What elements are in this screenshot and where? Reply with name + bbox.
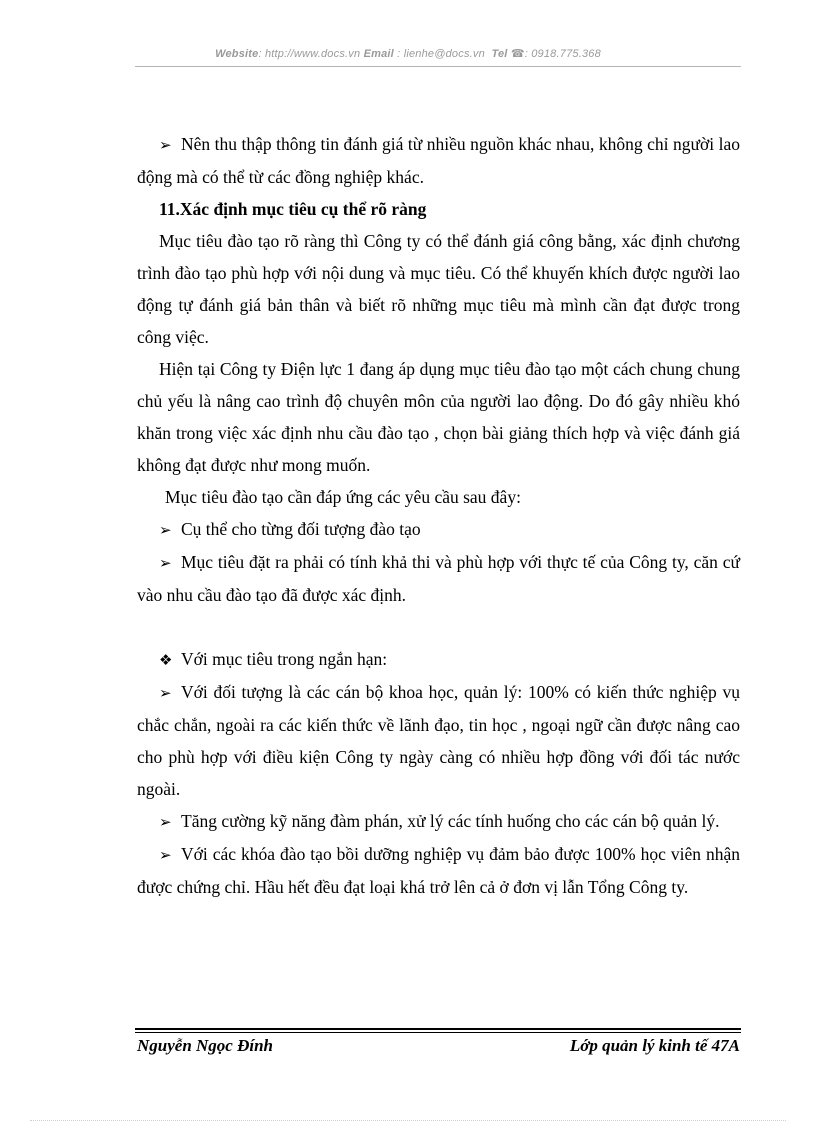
blank-line [137,611,740,643]
email-value: : lienhe@docs.vn [393,48,485,60]
footer-rule-thick [135,1028,741,1030]
email-label: Email [363,48,394,60]
page-bottom-border [30,1120,786,1121]
paragraph-2: Mục tiêu đào tạo rõ ràng thì Công ty có thể đánh giá công bằng, xác định chương trình đào tạo phù hợp với nội dung và mục tiêu. Có thể khuyến khích được người lao động tự đánh giá bản thân và biết rõ những mục tiêu mà mình cần đạt được trong công việc. [137,231,740,347]
bullet-item-2 [137,546,740,611]
paragraph-3: Hiện tại Công ty Điện lực 1 đang áp dụng mục tiêu đào tạo một cách chung chung chủ yếu là nâng cao trình độ chuyên môn của người lao động. Do đó gây nhiều khó khăn trong việc xác định nhu cầu đào tạo , chọn bài giảng thích hợp và việc đánh giá không đạt được như mong muốn. [137,359,740,475]
bullet-text: Mục tiêu đặt ra phải có tính khả thi và phù hợp với thực tế của Công ty, căn cứ vào nhu cầu đào tạo đã được xác định. [137,552,740,605]
arrow-bullet-icon: ➢ [159,521,172,539]
header-rule [135,66,741,67]
arrow-bullet-icon: ➢ [159,684,172,702]
paragraph-4: Mục tiêu đào tạo cần đáp ứng các yêu cầu sau đây: [165,487,521,507]
bullet-item-5 [137,838,740,903]
footer-class: Lớp quản lý kinh tế 47A [569,1036,740,1055]
section-heading: 11.Xác định mục tiêu cụ thể rõ ràng [159,199,427,219]
arrow-bullet-icon: ➢ [159,136,172,154]
bullet-item-1 [137,513,740,546]
website-label: Website [215,48,259,60]
page-header [0,47,816,60]
arrow-bullet-icon: ➢ [159,846,172,864]
tel-label: Tel [491,48,508,60]
bullet-item-3 [137,676,740,805]
sub-heading [137,643,740,676]
tel-value: : 0918.775.368 [524,48,601,60]
arrow-bullet-icon: ➢ [159,813,172,831]
document-body [137,128,740,903]
diamond-bullet-icon: ❖ [159,651,173,669]
bullet-item-4 [137,805,740,838]
phone-icon: ☎ [510,48,525,60]
arrow-bullet-icon: ➢ [159,554,172,572]
paragraph-bullet-1 [137,128,740,193]
bullet-text: Cụ thể cho từng đối tượng đào tạo [181,519,421,539]
website-value: : http://www.docs.vn [258,48,361,60]
footer-author: Nguyễn Ngọc Đính [137,1036,274,1055]
bullet-text: Với đối tượng là các cán bộ khoa học, quản lý: 100% có kiến thức nghiệp vụ chắc chắn, ngoài ra các kiến thức về lãnh đạo, tin học , ngoại ngữ cần được nâng cao cho phù hợp với điều kiện Công ty ngày càng có nhiều hợp đồng với đối tác nước ngoài. [137,682,740,799]
bullet-text: Tăng cường kỹ năng đàm phán, xử lý các tính huống cho các cán bộ quản lý. [181,811,720,831]
paragraph-text: Nên thu thập thông tin đánh giá từ nhiều nguồn khác nhau, không chỉ người lao động mà có thể từ các đồng nghiệp khác. [137,134,740,187]
sub-heading-text: Với mục tiêu trong ngắn hạn: [181,649,388,669]
bullet-text: Với các khóa đào tạo bồi dưỡng nghiệp vụ đảm bảo được 100% học viên nhận được chứng chỉ. Hầu hết đều đạt loại khá trở lên cả ở đơn vị lẫn Tổng Công ty. [137,844,740,897]
